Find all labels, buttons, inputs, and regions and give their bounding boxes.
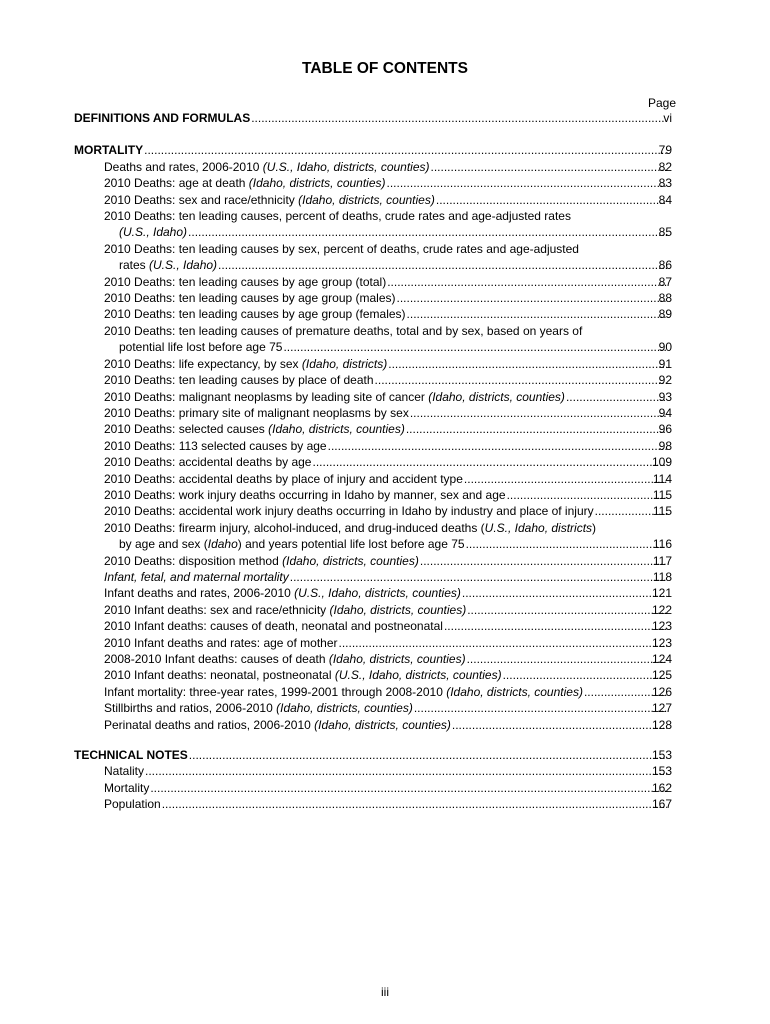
toc-entry[interactable] <box>74 471 672 487</box>
leader-dots <box>462 585 667 601</box>
toc-entry[interactable] <box>74 780 672 796</box>
leader-dots <box>406 421 667 437</box>
toc-entry-label: by age and sex (Idaho) and years potential life lost before age 75 <box>119 537 465 552</box>
toc-entry[interactable] <box>74 339 672 355</box>
toc-entry[interactable] <box>74 602 672 618</box>
toc-entry[interactable] <box>74 487 672 503</box>
toc-entry[interactable] <box>74 503 672 519</box>
toc-entry[interactable] <box>74 651 672 667</box>
toc-page-number: 86 <box>658 258 672 273</box>
toc-entry-label: Infant deaths and rates, 2006-2010 (U.S., Idaho, districts, counties) <box>104 586 461 601</box>
toc-page-number: 118 <box>652 569 672 584</box>
toc-entry[interactable] <box>74 536 672 552</box>
toc-entry[interactable] <box>74 290 672 306</box>
toc-entry-label: 2010 Deaths: ten leading causes by place of death <box>104 373 374 388</box>
leader-dots <box>420 553 667 569</box>
toc-section-mortality[interactable] <box>74 142 672 158</box>
toc-section-label: MORTALITY <box>74 143 144 158</box>
toc-entry[interactable] <box>74 421 672 437</box>
toc-entry[interactable] <box>74 717 672 733</box>
leader-dots <box>188 224 667 240</box>
toc-entry-definitions[interactable] <box>74 110 672 126</box>
toc-page-number: 87 <box>658 274 672 289</box>
toc-entry-label: Population <box>104 797 161 812</box>
toc-entry-label: Natality <box>104 764 145 779</box>
leader-dots <box>290 569 667 585</box>
toc-entry-label: potential life lost before age 75 <box>119 340 283 355</box>
toc-entry-label: 2010 Deaths: sex and race/ethnicity (Idaho, districts, counties) <box>104 192 435 207</box>
toc-page-number: 167 <box>651 797 672 812</box>
mortality-entries <box>74 159 672 733</box>
toc-entry-label: Deaths and rates, 2006-2010 (U.S., Idaho, districts, counties) <box>104 159 430 174</box>
toc-page-number: 126 <box>651 684 672 699</box>
toc-page-number: 114 <box>652 471 672 486</box>
leader-dots <box>150 780 667 796</box>
toc-entry-label: 2010 Deaths: work injury deaths occurring in Idaho by manner, sex and age <box>104 487 506 502</box>
toc-entry[interactable] <box>74 684 672 700</box>
toc-entry-label: 2008-2010 Infant deaths: causes of death (Idaho, districts, counties) <box>104 652 466 666</box>
leader-dots <box>162 796 667 812</box>
leader-dots <box>339 635 668 651</box>
toc-page-number: 88 <box>658 291 672 306</box>
toc-entry-label: 2010 Deaths: life expectancy, by sex (Idaho, districts) <box>104 356 388 371</box>
toc-entry-label: 2010 Deaths: accidental deaths by age <box>104 455 312 470</box>
toc-entry <box>74 323 667 339</box>
leader-dots <box>466 536 667 552</box>
toc-entry[interactable] <box>74 585 672 601</box>
toc-entry-label: (U.S., Idaho) <box>119 225 188 240</box>
toc-page-number: 84 <box>658 192 672 207</box>
toc-entry[interactable] <box>74 569 672 585</box>
toc-entry-label: Infant mortality: three-year rates, 1999-2001 through 2008-2010 (Idaho, districts, counties) <box>104 684 583 699</box>
toc-page-number: 92 <box>658 373 672 388</box>
toc-entry[interactable] <box>74 224 672 240</box>
leader-dots <box>467 602 667 618</box>
leader-dots <box>328 438 667 454</box>
toc-entry-label: 2010 Deaths: ten leading causes of premature deaths, total and by sex, based on years of <box>104 323 583 338</box>
technical-entries <box>74 763 672 812</box>
leader-dots <box>375 372 667 388</box>
page-column-header: Page <box>647 96 676 110</box>
leader-dots <box>464 471 667 487</box>
toc-page-number: 121 <box>651 586 672 601</box>
page-title: TABLE OF CONTENTS <box>302 60 468 77</box>
toc-entry-label: 2010 Deaths: ten leading causes by sex, percent of deaths, crude rates and age-adjusted <box>104 241 579 256</box>
toc-page-number: 115 <box>652 504 672 519</box>
toc-page-number: 109 <box>651 455 672 470</box>
toc-entry <box>74 520 667 536</box>
toc-entry-label: 2010 Deaths: age at death (Idaho, districts, counties) <box>104 176 386 191</box>
toc-page-number: 123 <box>651 619 672 634</box>
toc-page-number: 83 <box>658 176 672 191</box>
leader-dots <box>431 159 667 175</box>
toc-page-number: 128 <box>651 717 672 732</box>
toc-entry[interactable] <box>74 796 672 812</box>
leader-dots <box>452 717 667 733</box>
toc-entry-label: 2010 Infant deaths and rates: age of mother <box>104 635 338 650</box>
toc-entry[interactable] <box>74 553 672 569</box>
toc-entry <box>74 241 667 257</box>
toc-entry[interactable] <box>74 438 672 454</box>
toc-page-number: 89 <box>658 307 672 322</box>
toc-entry-label: Mortality <box>104 780 150 795</box>
leader-dots <box>387 274 667 290</box>
toc-entry[interactable] <box>74 454 672 470</box>
leader-dots <box>410 405 667 421</box>
footer-page-number: iii <box>381 985 389 999</box>
toc-entry[interactable] <box>74 274 672 290</box>
toc-entry-label: 2010 Deaths: malignant neoplasms by leading site of cancer (Idaho, districts, counties) <box>104 389 565 404</box>
toc-page-number: 115 <box>652 487 672 502</box>
toc-entry-label: 2010 Deaths: ten leading causes by age group (total) <box>104 274 387 289</box>
toc-entry[interactable] <box>74 700 672 716</box>
toc-page-number: 90 <box>658 340 672 355</box>
leader-dots <box>387 175 667 191</box>
toc-entry-label: rates (U.S., Idaho) <box>119 258 218 273</box>
leader-dots <box>283 339 667 355</box>
toc-page-number: 98 <box>658 438 672 453</box>
leader-dots <box>397 290 667 306</box>
toc-page-number: 93 <box>658 389 672 404</box>
toc-entry-label: 2010 Deaths: selected causes (Idaho, districts, counties) <box>104 422 405 437</box>
toc-entry-label: Stillbirths and ratios, 2006-2010 (Idaho, districts, counties) <box>104 701 413 716</box>
toc-page-number: 153 <box>651 764 672 779</box>
toc-page-number: 85 <box>658 225 672 240</box>
leader-dots <box>145 763 667 779</box>
toc-entry[interactable] <box>74 372 672 388</box>
toc-section-label: TECHNICAL NOTES <box>74 748 188 763</box>
leader-dots <box>189 747 667 763</box>
toc-page-number: 79 <box>658 143 672 158</box>
leader-dots <box>388 356 667 372</box>
toc-entry-label: 2010 Deaths: ten leading causes by age group (males) <box>104 291 396 306</box>
toc-entry-label: Infant, fetal, and maternal mortality <box>104 569 289 584</box>
toc-entry-label: 2010 Deaths: primary site of malignant neoplasms by sex <box>104 405 409 420</box>
toc-entry-label: 2010 Deaths: disposition method (Idaho, districts, counties) <box>104 553 419 568</box>
toc-page-number: 94 <box>658 405 672 420</box>
leader-dots <box>444 618 667 634</box>
toc-entry[interactable] <box>74 192 672 208</box>
leader-dots <box>312 454 667 470</box>
toc-page-number: 91 <box>658 356 672 371</box>
toc-page-number: 122 <box>651 602 672 617</box>
table-of-contents <box>74 110 672 813</box>
toc-page-number: 82 <box>658 159 672 174</box>
toc-entry[interactable] <box>74 763 672 779</box>
toc-page-number: 162 <box>651 780 672 795</box>
toc-entry-label: DEFINITIONS AND FORMULAS <box>74 111 251 125</box>
toc-entry-label: 2010 Infant deaths: sex and race/ethnicity (Idaho, districts, counties) <box>104 602 467 617</box>
leader-dots <box>218 257 667 273</box>
toc-page-number: 117 <box>652 553 672 568</box>
toc-entry[interactable] <box>74 175 672 191</box>
toc-entry-label: Perinatal deaths and ratios, 2006-2010 (Idaho, districts, counties) <box>104 717 451 732</box>
toc-entry[interactable] <box>74 405 672 421</box>
leader-dots <box>407 306 667 322</box>
toc-entry[interactable] <box>74 635 672 651</box>
toc-page-number: 116 <box>652 537 672 552</box>
toc-page-number: 153 <box>651 748 672 763</box>
leader-dots <box>436 192 667 208</box>
toc-entry-label: 2010 Deaths: accidental work injury deaths occurring in Idaho by industry and place of injury <box>104 504 594 519</box>
toc-entry-label: 2010 Infant deaths: neonatal, postneonatal (U.S., Idaho, districts, counties) <box>104 668 502 683</box>
toc-entry[interactable] <box>74 306 672 322</box>
toc-entry[interactable] <box>74 356 672 372</box>
leader-dots <box>414 700 667 716</box>
toc-entry[interactable] <box>74 257 672 273</box>
toc-entry-label: 2010 Deaths: firearm injury, alcohol-induced, and drug-induced deaths (U.S., Idaho, districts) <box>104 520 597 535</box>
toc-section-technical-notes[interactable] <box>74 747 672 763</box>
toc-page-number: 96 <box>658 422 672 437</box>
toc-page-number: vi <box>663 111 672 125</box>
leader-dots <box>467 651 667 667</box>
toc-page-number: 127 <box>651 701 672 716</box>
toc-page-number: 123 <box>651 635 672 650</box>
toc-page-number: 125 <box>651 668 672 683</box>
toc-entry-label: 2010 Deaths: 113 selected causes by age <box>104 438 327 453</box>
toc-entry[interactable] <box>74 159 672 175</box>
toc-entry <box>74 208 667 224</box>
toc-entry[interactable] <box>74 389 672 405</box>
toc-entry-label: 2010 Deaths: ten leading causes, percent of deaths, crude rates and age-adjusted rates <box>104 209 571 224</box>
toc-entry-label: 2010 Deaths: ten leading causes by age group (females) <box>104 307 406 322</box>
leader-dots <box>144 142 667 158</box>
toc-entry[interactable] <box>74 667 672 683</box>
toc-entry-label: 2010 Infant deaths: causes of death, neonatal and postneonatal <box>104 619 443 634</box>
toc-entry-label: 2010 Deaths: accidental deaths by place of injury and accident type <box>104 471 463 486</box>
leader-dots <box>251 110 667 126</box>
toc-page-number: 124 <box>651 652 672 666</box>
toc-entry[interactable] <box>74 618 672 634</box>
